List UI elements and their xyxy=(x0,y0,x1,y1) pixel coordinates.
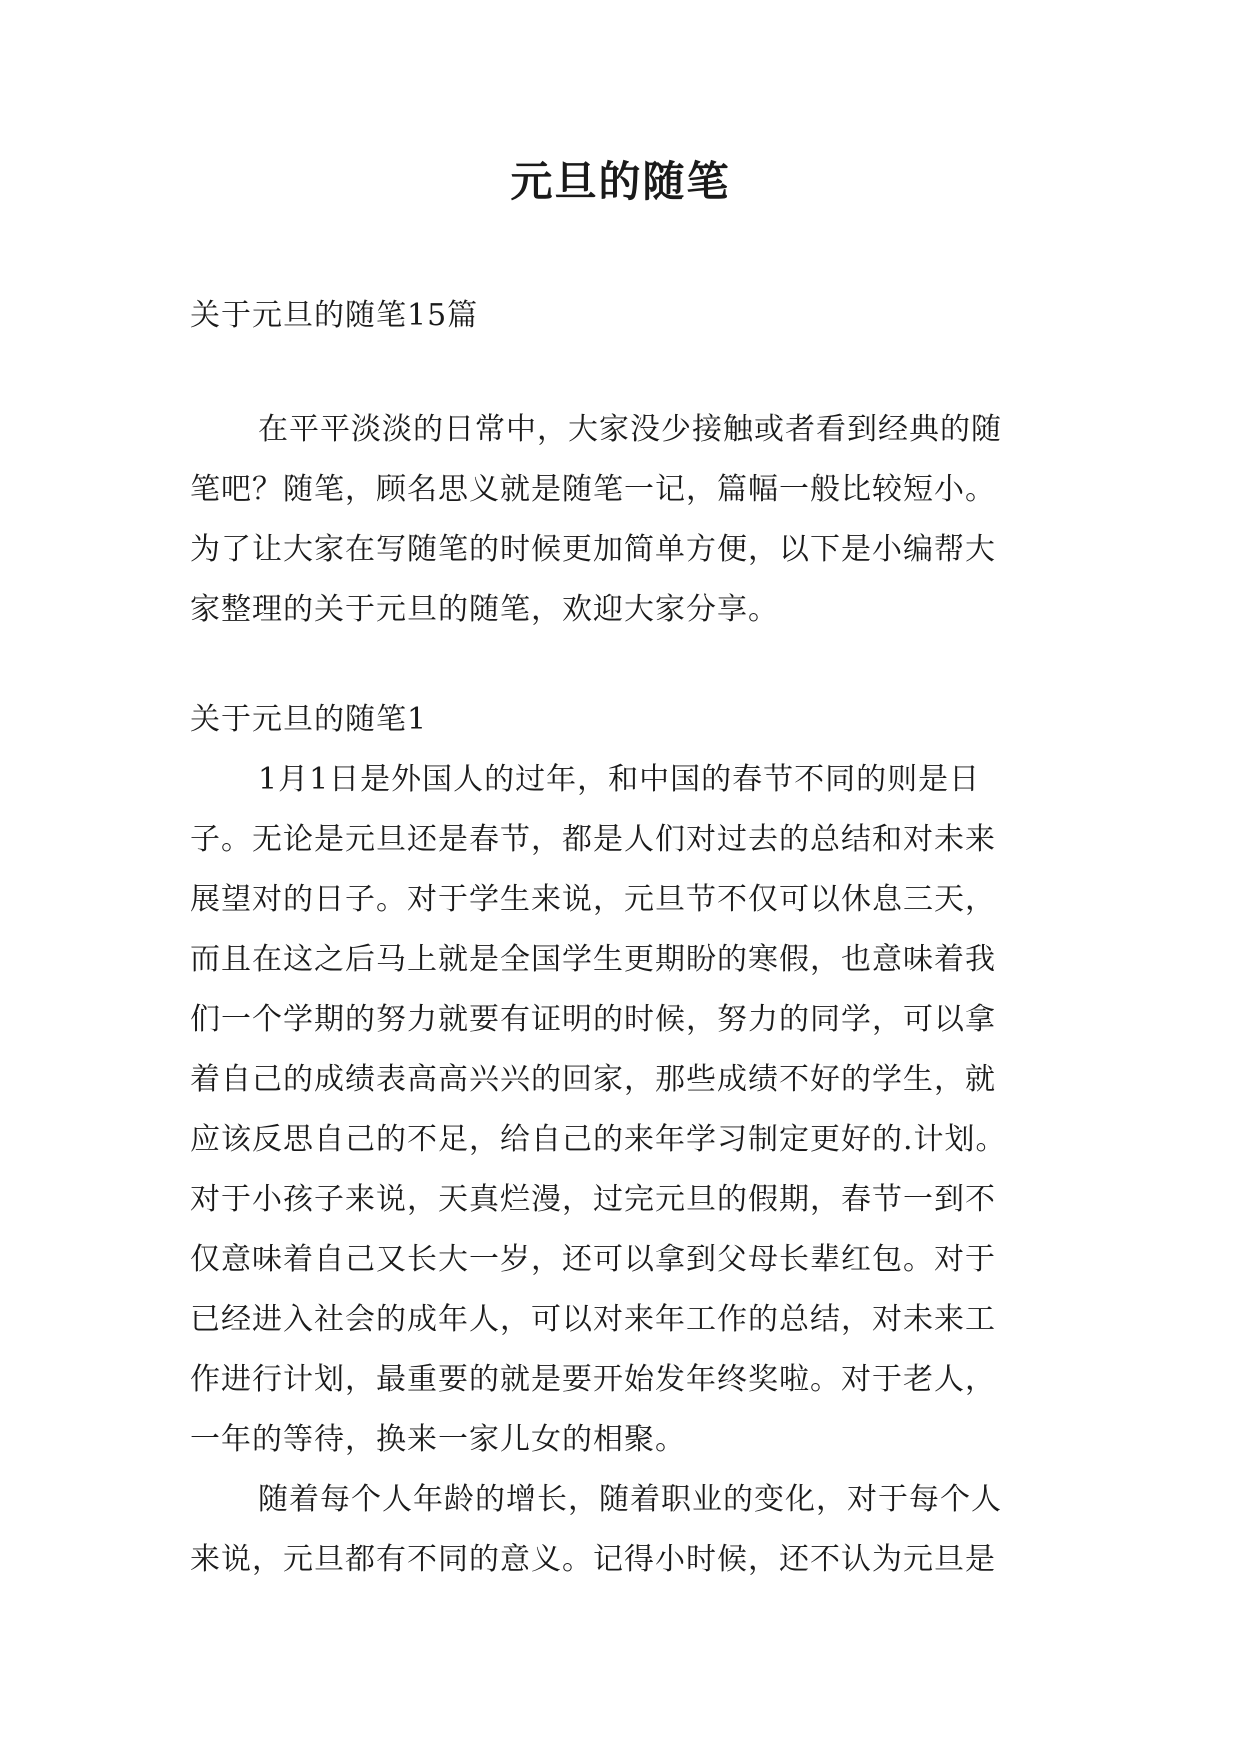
intro-line: 为了让大家在写随笔的时候更加简单方便，以下是小编帮大 xyxy=(190,532,996,567)
intro-paragraph xyxy=(190,400,1052,640)
essay-line: 们一个学期的努力就要有证明的时候，努力的同学，可以拿 xyxy=(190,1002,996,1037)
essay-line: 仅意味着自己又长大一岁，还可以拿到父母长辈红包。对于 xyxy=(190,1242,996,1277)
essay-line: 随着每个人年龄的增长，随着职业的变化，对于每个人 xyxy=(258,1482,1002,1517)
section-heading xyxy=(190,690,1052,750)
essay-line: 1月1日是外国人的过年，和中国的春节不同的则是日 xyxy=(258,762,981,797)
essay-line: 一年的等待，换来一家儿女的相聚。 xyxy=(190,1422,686,1457)
essay-line: 应该反思自己的不足，给自己的来年学习制定更好的.计划。 xyxy=(190,1122,1007,1157)
intro-line: 在平平淡淡的日常中，大家没少接触或者看到经典的随 xyxy=(258,412,1002,447)
essay-line: 而且在这之后马上就是全国学生更期盼的寒假，也意味着我 xyxy=(190,942,996,977)
essay-body xyxy=(190,750,1052,1590)
intro-line: 家整理的关于元旦的随笔，欢迎大家分享。 xyxy=(190,592,779,627)
essay-line: 作进行计划，最重要的就是要开始发年终奖啦。对于老人， xyxy=(190,1362,996,1397)
subtitle-text: 关于元旦的随笔15篇 xyxy=(190,298,479,333)
essay-paragraph-1 xyxy=(190,750,1052,1470)
essay-line: 着自己的成绩表高高兴兴的回家，那些成绩不好的学生，就 xyxy=(190,1062,996,1097)
essay-paragraph-2 xyxy=(190,1470,1052,1590)
document-subtitle xyxy=(190,286,1052,346)
essay-line: 来说，元旦都有不同的意义。记得小时候，还不认为元旦是 xyxy=(190,1542,996,1577)
document-title: 元旦的随笔 xyxy=(510,157,731,206)
section-heading-text: 关于元旦的随笔1 xyxy=(190,702,428,737)
essay-line: 子。无论是元旦还是春节，都是人们对过去的总结和对未来 xyxy=(190,822,996,857)
essay-line: 对于小孩子来说，天真烂漫，过完元旦的假期，春节一到不 xyxy=(190,1182,996,1217)
intro-line: 笔吧？随笔，顾名思义就是随笔一记，篇幅一般比较短小。 xyxy=(190,472,996,507)
essay-line: 展望对的日子。对于学生来说，元旦节不仅可以休息三天， xyxy=(190,882,996,917)
essay-line: 已经进入社会的成年人，可以对来年工作的总结，对未来工 xyxy=(190,1302,996,1337)
